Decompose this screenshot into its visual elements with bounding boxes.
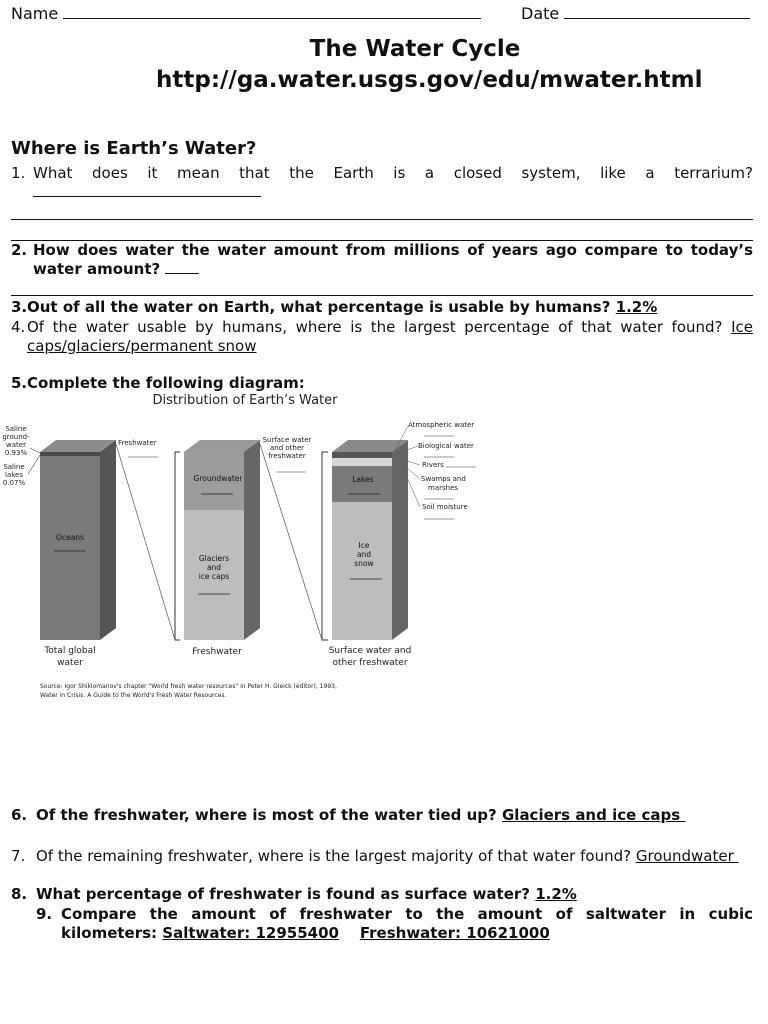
soil-moisture-label: Soil moisture: [422, 503, 468, 511]
svg-text:Ice: Ice: [358, 541, 370, 550]
rivers-label: Rivers: [422, 461, 444, 469]
question-number: 8.: [11, 885, 28, 903]
svg-text:water: water: [57, 658, 83, 668]
question-8: [11, 885, 753, 904]
lakes-label: Lakes: [352, 475, 374, 484]
svg-text:and other: and other: [269, 444, 305, 452]
question-text: Of the remaining freshwater, where is the largest majority of that water found?: [36, 847, 632, 865]
surface-water-label: [263, 436, 312, 460]
svg-text:0.93%: 0.93%: [4, 449, 28, 457]
name-field[interactable]: [11, 4, 481, 23]
answer-rule[interactable]: [11, 219, 753, 220]
question-text: What percentage of freshwater is found as surface water?: [36, 885, 530, 903]
svg-text:Swamps and: Swamps and: [421, 475, 466, 483]
question-number: 2.: [11, 241, 28, 259]
answer-text: 1.2%: [535, 885, 577, 903]
svg-text:and: and: [356, 550, 372, 559]
svg-text:freshwater: freshwater: [268, 452, 306, 460]
svg-text:lakes: lakes: [5, 471, 23, 479]
answer-text: Glaciers and ice caps: [501, 806, 686, 824]
date-label: Date: [521, 4, 560, 23]
question-text: Of the water usable by humans, where is the largest percentage of that water found?: [27, 318, 723, 336]
diagram-title: Distribution of Earth’s Water: [152, 393, 338, 408]
question-text: How does water the water amount from millions of years ago compare to today’s water amount?: [33, 241, 753, 278]
question-text: What does it mean that the Earth is a closed system, like a terrarium?: [33, 164, 753, 182]
caption-surface: [329, 646, 412, 668]
svg-text:and: and: [206, 563, 222, 572]
oceans-label: Oceans: [56, 533, 84, 542]
saltwater-answer: Saltwater: 12955400: [162, 924, 339, 942]
svg-text:Water in Crisis: A Guide to th: Water in Crisis: A Guide to the World's Fresh Water Resources.: [40, 692, 227, 699]
page-title: The Water Cycle: [309, 36, 521, 62]
svg-text:ice caps: ice caps: [198, 572, 230, 581]
svg-text:Surface water and: Surface water and: [328, 646, 412, 656]
section-heading: Where is Earth’s Water?: [11, 138, 257, 159]
answer-rule[interactable]: [11, 295, 753, 296]
caption-total: [43, 646, 95, 668]
question-3: [11, 298, 753, 317]
biological-label: Biological water: [418, 442, 474, 450]
svg-text:Glaciers: Glaciers: [198, 554, 230, 563]
question-6: [11, 806, 753, 825]
answer-line[interactable]: [165, 273, 199, 274]
question-number: 5.: [11, 374, 28, 392]
question-7: [11, 847, 753, 866]
caption-freshwater: Freshwater: [192, 647, 242, 657]
question-text: Compare the amount of freshwater to the amount of saltwater in cubic kilometers:: [61, 905, 753, 942]
question-number: 9.: [36, 905, 53, 923]
answer-line[interactable]: [33, 196, 261, 197]
svg-text:Saline: Saline: [3, 463, 25, 471]
svg-text:snow: snow: [354, 559, 374, 568]
name-line: [63, 18, 481, 19]
freshwater-small-label: Freshwater: [118, 439, 157, 447]
question-number: 6.: [11, 806, 28, 824]
svg-text:marshes: marshes: [428, 484, 459, 492]
question-number: 7.: [11, 847, 26, 865]
svg-text:other freshwater: other freshwater: [332, 658, 408, 668]
svg-text:Source: Igor Shiklomanov's cha: Source: Igor Shiklomanov's chapter "World fresh water resources" in Peter H. Gleick (editor), 1993,: [40, 683, 337, 690]
question-1: [11, 164, 753, 202]
date-field[interactable]: [521, 4, 750, 23]
question-number: 4.: [11, 318, 26, 336]
surface-water-column: [332, 440, 408, 640]
swamps-label: [421, 475, 466, 492]
answer-text: Groundwater: [635, 847, 739, 865]
freshwater-answer: Freshwater: 10621000: [359, 924, 550, 942]
saline-groundwater-label: [2, 425, 30, 457]
question-text: Out of all the water on Earth, what percentage is usable by humans?: [27, 298, 611, 316]
svg-text:water: water: [6, 441, 26, 449]
question-4: [11, 318, 753, 356]
question-number: 3.: [11, 298, 28, 316]
svg-text:0.07%: 0.07%: [2, 479, 26, 487]
question-number: 1.: [11, 164, 26, 182]
question-2: [11, 241, 753, 279]
svg-text:Surface water: Surface water: [262, 436, 312, 444]
question-text: Complete the following diagram:: [27, 374, 305, 392]
atmospheric-label: Atmospheric water: [408, 421, 475, 429]
svg-text:Saline: Saline: [5, 425, 27, 433]
svg-text:Total global: Total global: [44, 646, 96, 656]
date-line: [564, 18, 750, 19]
question-9: [36, 905, 753, 943]
question-text: Of the freshwater, where is most of the water tied up?: [36, 806, 497, 824]
groundwater-label: Groundwater: [193, 474, 243, 483]
svg-text:ground-: ground-: [2, 433, 30, 441]
saline-lakes-label: [3, 463, 26, 487]
diagram-source: [40, 683, 337, 699]
water-distribution-diagram: [0, 388, 480, 706]
answer-text: 1.2%: [615, 298, 658, 316]
freshwater-column: [184, 440, 260, 640]
name-label: Name: [11, 4, 59, 23]
source-url: http://ga.water.usgs.gov/edu/mwater.html: [156, 67, 703, 93]
answer-text: Ice caps/glaciers/permanent snow: [27, 318, 753, 355]
